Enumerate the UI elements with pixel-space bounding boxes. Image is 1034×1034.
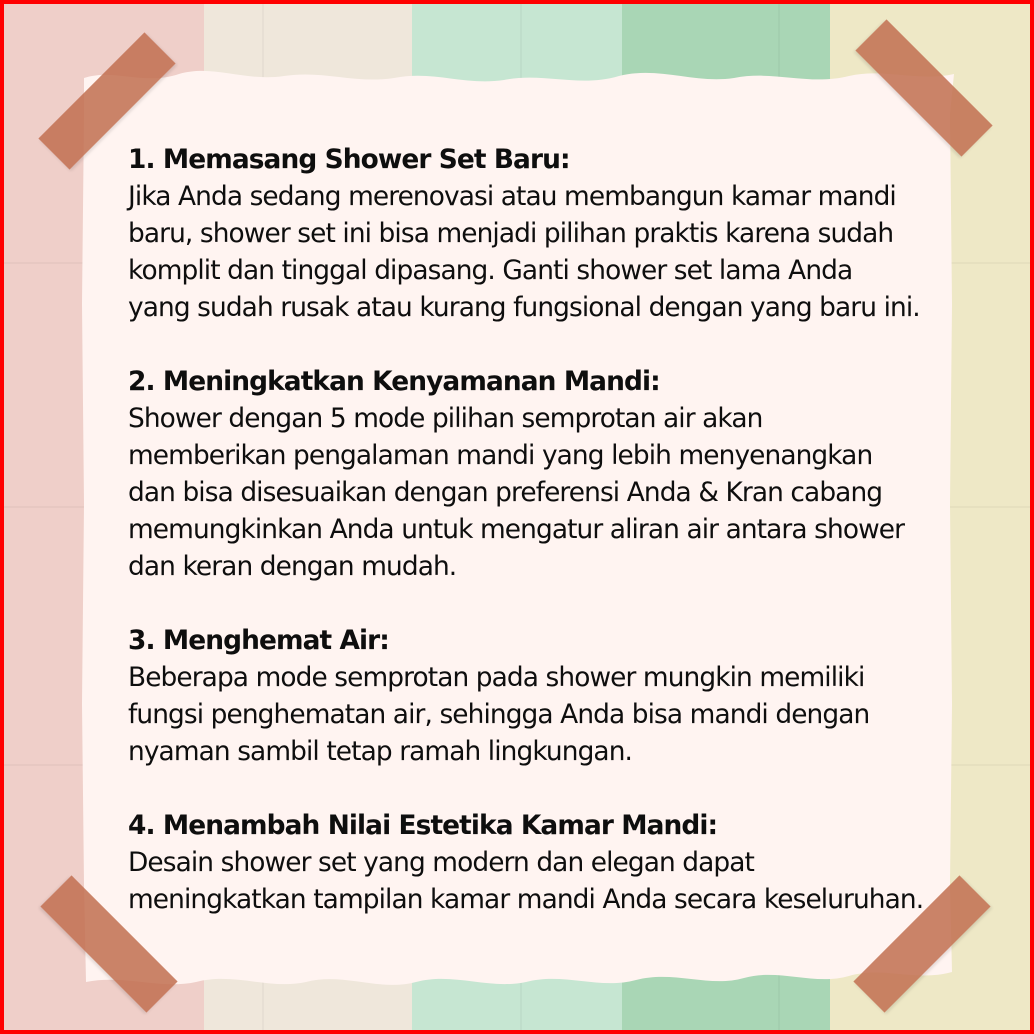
benefit-section (128, 141, 968, 326)
benefit-text-line: fungsi penghematan air, sehingga Anda bisa mandi dengan (128, 699, 870, 730)
benefit-section (128, 622, 968, 770)
benefit-text-line: Jika Anda sedang merenovasi atau membangun kamar mandi (128, 181, 896, 212)
benefit-text-line: dan bisa disesuaikan dengan preferensi Anda & Kran cabang (128, 477, 883, 508)
benefit-heading: 4. Menambah Nilai Estetika Kamar Mandi: (128, 810, 718, 841)
benefit-text-line: baru, shower set ini bisa menjadi pilihan praktis karena sudah (128, 218, 894, 249)
benefit-heading: 1. Memasang Shower Set Baru: (128, 144, 570, 175)
benefit-text-line: memungkinkan Anda untuk mengatur aliran air antara shower (128, 514, 905, 545)
benefit-text-line: yang sudah rusak atau kurang fungsional dengan yang baru ini. (128, 292, 920, 323)
benefit-text-line: komplit dan tinggal dipasang. Ganti shower set lama Anda (128, 255, 853, 286)
benefit-text-line: meningkatkan tampilan kamar mandi Anda secara keseluruhan. (128, 884, 924, 915)
benefit-text-line: dan keran dengan mudah. (128, 551, 457, 582)
benefit-section (128, 807, 968, 918)
benefit-heading: 2. Meningkatkan Kenyamanan Mandi: (128, 366, 660, 397)
benefit-text-line: nyaman sambil tetap ramah lingkungan. (128, 736, 633, 767)
benefit-section (128, 363, 968, 585)
benefit-heading: 3. Menghemat Air: (128, 625, 389, 656)
benefit-text-line: Desain shower set yang modern dan elegan dapat (128, 847, 755, 878)
benefit-text-line: Shower dengan 5 mode pilihan semprotan air akan (128, 403, 763, 434)
benefit-text-line: memberikan pengalaman mandi yang lebih menyenangkan (128, 440, 873, 471)
benefit-text-line: Beberapa mode semprotan pada shower mungkin memiliki (128, 662, 865, 693)
benefits-list (128, 141, 968, 918)
